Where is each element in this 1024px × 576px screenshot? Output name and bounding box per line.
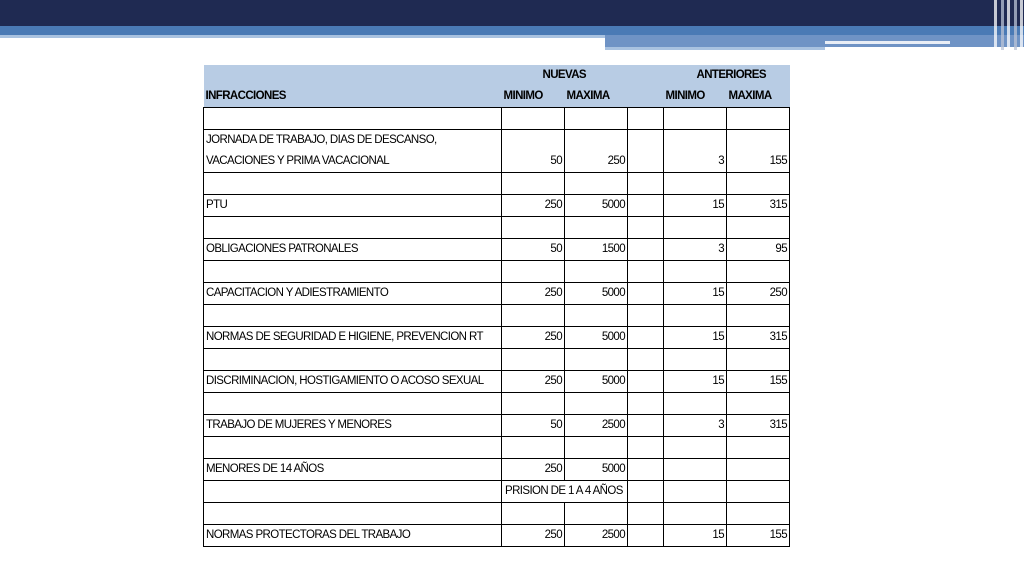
nuevas-minimo-cell: 250: [502, 283, 565, 305]
nuevas-maxima-cell: 5000: [565, 371, 628, 393]
nuevas-minimo-cell: 50: [502, 415, 565, 437]
row-label: CAPACITACION Y ADIESTRAMIENTO: [204, 283, 502, 305]
row-label: NORMAS PROTECTORAS DEL TRABAJO: [204, 525, 502, 547]
slide-step-strip: [605, 35, 1024, 47]
anteriores-minimo-cell: 15: [664, 525, 727, 547]
anteriores-header: ANTERIORES: [664, 65, 790, 86]
anteriores-minimo-cell: [664, 459, 727, 481]
row-label: DISCRIMINACION, HOSTIGAMIENTO O ACOSO SEXUAL: [204, 371, 502, 393]
nuevas-maxima-cell: 5000: [565, 283, 628, 305]
column-header-row: [204, 86, 790, 108]
nuevas-maxima-cell: 250: [565, 130, 628, 173]
row-label: TRABAJO DE MUJERES Y MENORES: [204, 415, 502, 437]
table-row: [204, 525, 790, 547]
prison-note-row: [204, 481, 790, 503]
anteriores-minimo-cell: 3: [664, 239, 727, 261]
anteriores-maxima-cell: 250: [727, 283, 790, 305]
nuevas-minimo-cell: 250: [502, 525, 565, 547]
nuevas-maxima-cell: 5000: [565, 459, 628, 481]
slide-accent-strip: [0, 26, 1024, 35]
anteriores-maxima-cell: 155: [727, 525, 790, 547]
anteriores-minimo-header: MINIMO: [664, 86, 727, 108]
anteriores-maxima-cell: 155: [727, 130, 790, 173]
table-row: [204, 371, 790, 393]
slide-light-strip: [0, 35, 605, 38]
nuevas-minimo-header: MINIMO: [502, 86, 565, 108]
nuevas-minimo-cell: 250: [502, 459, 565, 481]
anteriores-maxima-cell: 95: [727, 239, 790, 261]
row-label: JORNADA DE TRABAJO, DIAS DE DESCANSO, VACACIONES Y PRIMA VACACIONAL: [204, 130, 502, 173]
table-row: [204, 459, 790, 481]
anteriores-maxima-cell: 155: [727, 371, 790, 393]
nuevas-maxima-header: MAXIMA: [565, 86, 628, 108]
slide-corner-bars: [990, 0, 1024, 50]
anteriores-minimo-cell: 15: [664, 371, 727, 393]
nuevas-maxima-cell: 2500: [565, 525, 628, 547]
nuevas-header: NUEVAS: [502, 65, 664, 86]
anteriores-maxima-header: MAXIMA: [727, 86, 790, 108]
nuevas-minimo-cell: 250: [502, 327, 565, 349]
infracciones-header: INFRACCIONES: [204, 86, 502, 108]
anteriores-minimo-cell: 15: [664, 283, 727, 305]
row-label: MENORES DE 14 AÑOS: [204, 459, 502, 481]
infracciones-table: [203, 65, 790, 547]
group-header-row: [204, 65, 790, 86]
table-row: [204, 239, 790, 261]
table-row: [204, 283, 790, 305]
nuevas-minimo-cell: 50: [502, 130, 565, 173]
nuevas-maxima-cell: 1500: [565, 239, 628, 261]
anteriores-maxima-cell: [727, 459, 790, 481]
slide-top-band: [0, 0, 1024, 26]
nuevas-maxima-cell: 2500: [565, 415, 628, 437]
nuevas-maxima-cell: 5000: [565, 195, 628, 217]
row-label: NORMAS DE SEGURIDAD E HIGIENE, PREVENCION RT: [204, 327, 502, 349]
nuevas-minimo-cell: 250: [502, 195, 565, 217]
nuevas-minimo-cell: 250: [502, 371, 565, 393]
row-label: OBLIGACIONES PATRONALES: [204, 239, 502, 261]
table-row: [204, 327, 790, 349]
anteriores-maxima-cell: 315: [727, 195, 790, 217]
table-row: [204, 195, 790, 217]
table-row: [204, 415, 790, 437]
anteriores-minimo-cell: 3: [664, 130, 727, 173]
anteriores-minimo-cell: 15: [664, 195, 727, 217]
anteriores-maxima-cell: 315: [727, 415, 790, 437]
nuevas-maxima-cell: 5000: [565, 327, 628, 349]
anteriores-maxima-cell: 315: [727, 327, 790, 349]
anteriores-minimo-cell: 15: [664, 327, 727, 349]
slide-step-line: [605, 47, 825, 50]
row-label: PTU: [204, 195, 502, 217]
table-row: [204, 130, 790, 173]
anteriores-minimo-cell: 3: [664, 415, 727, 437]
nuevas-minimo-cell: 50: [502, 239, 565, 261]
prison-note: PRISION DE 1 A 4 AÑOS: [502, 481, 628, 503]
slide-step-highlight: [825, 41, 950, 44]
